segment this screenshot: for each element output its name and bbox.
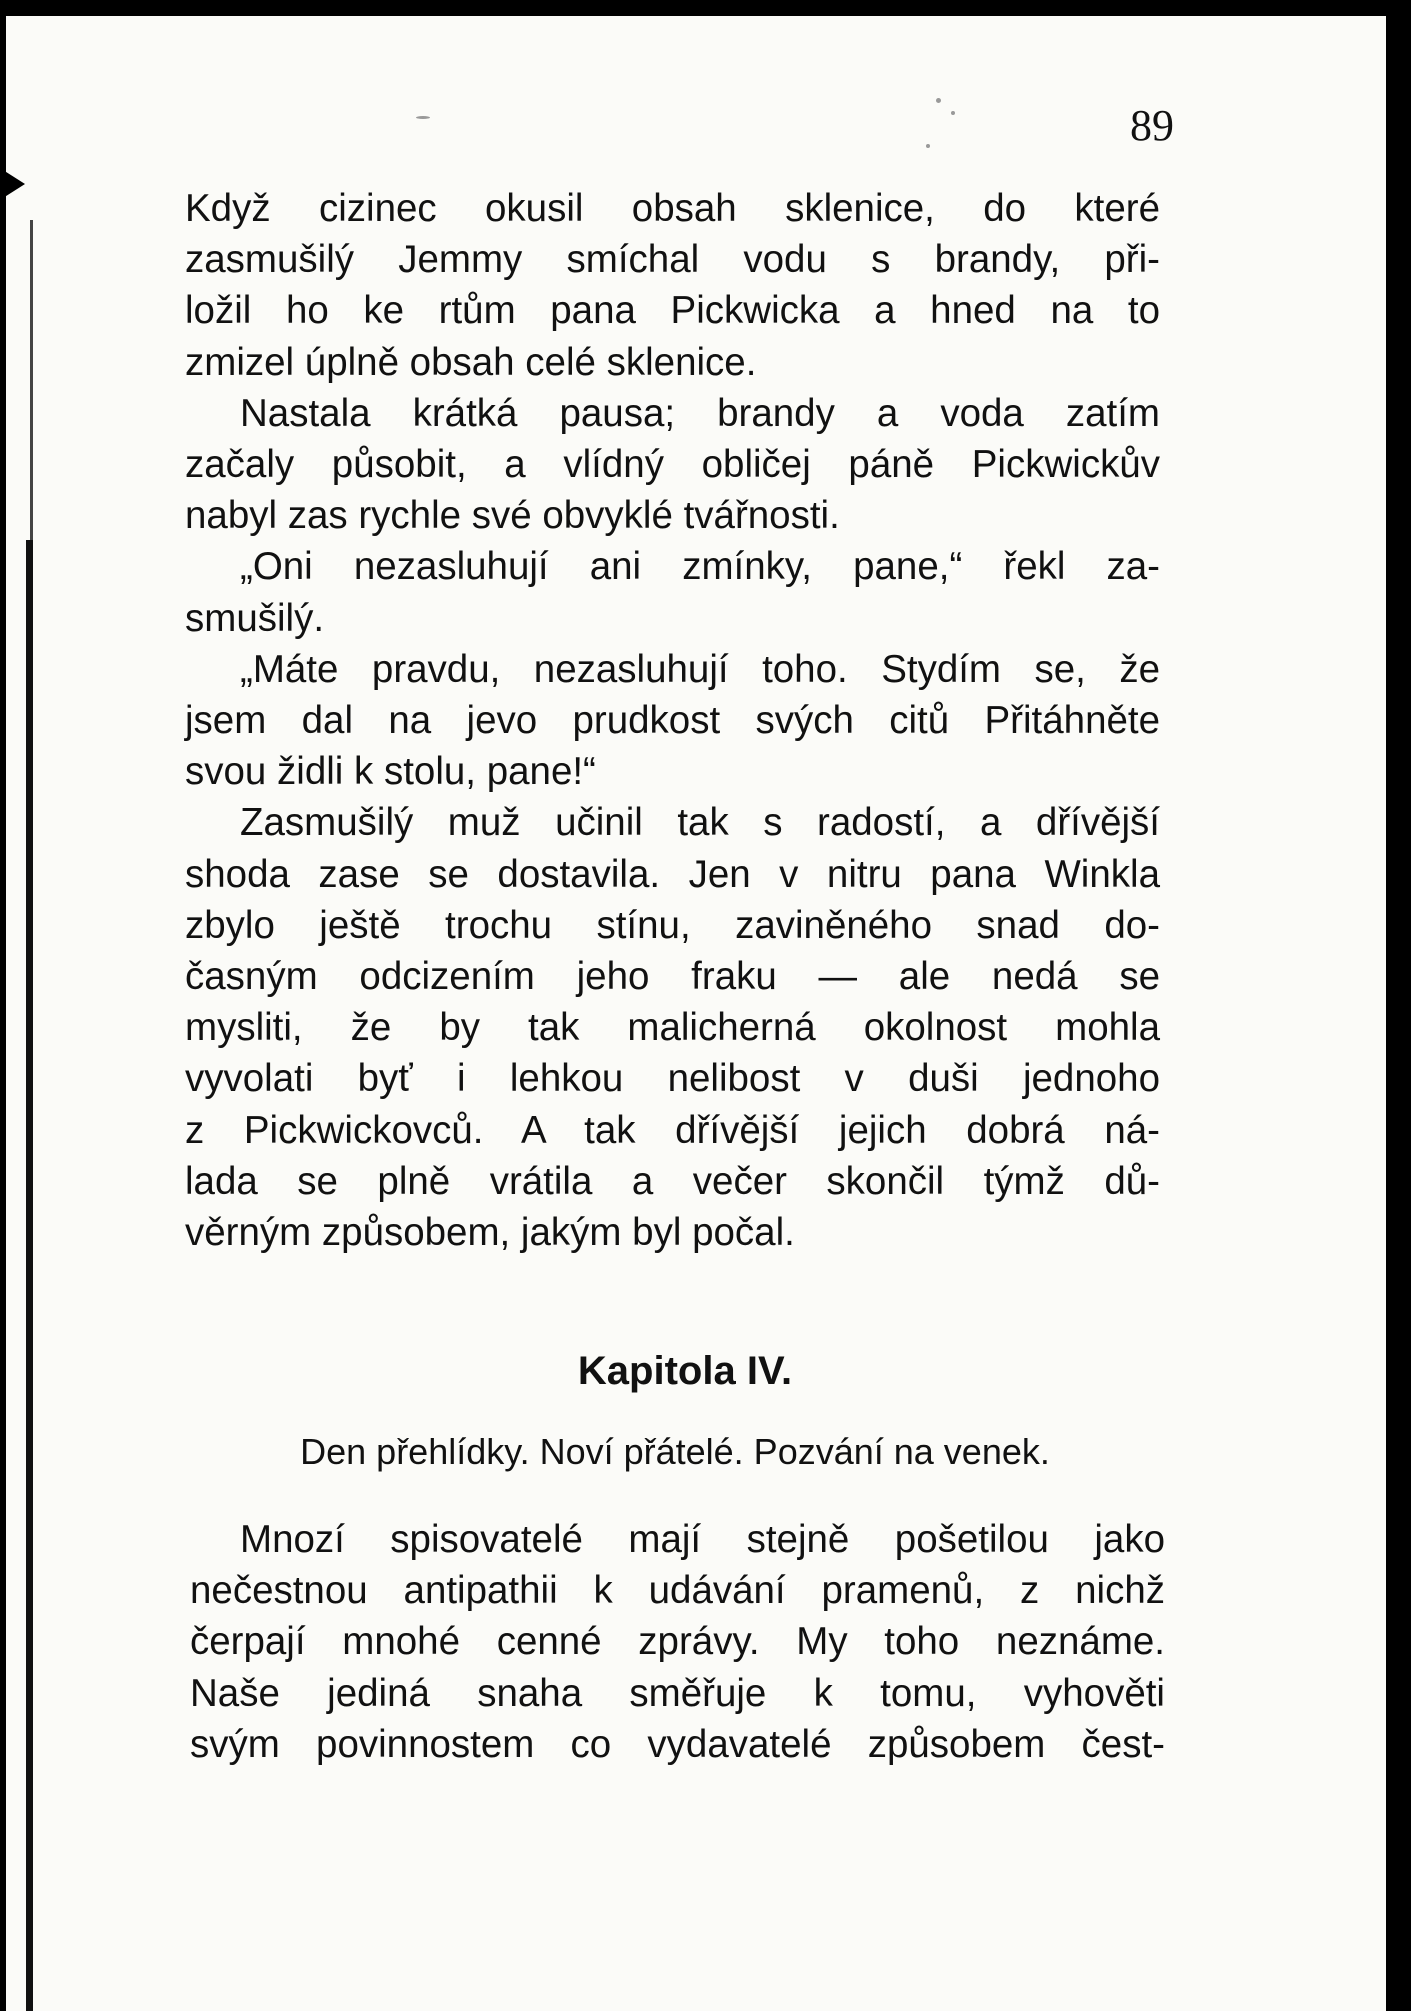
text-line: jsem dal na jevo prudkost svých citů Přitáhněte	[185, 699, 1160, 743]
text-line: zmizel úplně obsah celé sklenice.	[185, 340, 757, 384]
scan-speck	[951, 111, 955, 115]
text-line: „Oni nezasluhují ani zmínky, pane,“ řekl za-	[240, 545, 1160, 589]
text-line: začaly působit, a vlídný obličej páně Pickwickův	[185, 443, 1160, 487]
text-line: čerpají mnohé cenné zprávy. My toho neznáme.	[190, 1620, 1165, 1664]
scan-speck	[926, 144, 930, 148]
text-line: zasmušilý Jemmy smíchal vodu s brandy, při-	[185, 238, 1160, 282]
text-line: svým povinnostem co vydavatelé způsobem čest-	[190, 1722, 1165, 1766]
text-line: věrným způsobem, jakým byl počal.	[185, 1211, 795, 1255]
text-line: smušilý.	[185, 596, 325, 640]
binding-shadow	[30, 220, 33, 550]
text-line: Naše jediná snaha směřuje k tomu, vyhověti	[190, 1671, 1165, 1715]
text-line: ložil ho ke rtům pana Pickwicka a hned na to	[185, 289, 1160, 333]
text-line: „Máte pravdu, nezasluhují toho. Stydím se, že	[240, 647, 1160, 691]
scan-speck	[416, 116, 430, 119]
scan-speck	[936, 98, 941, 103]
body-text-bottom	[190, 1514, 1165, 1770]
chapter-subtitle: Den přehlídky. Noví přátelé. Pozvání na venek.	[300, 1431, 1050, 1472]
text-line: zbylo ještě trochu stínu, zaviněného snad do-	[185, 903, 1160, 947]
text-line: Mnozí spisovatelé mají stejně pošetilou jako	[240, 1518, 1165, 1561]
text-line: lada se plně vrátila a večer skončil týmž dů-	[185, 1159, 1160, 1203]
text-line: svou židli k stolu, pane!“	[185, 750, 596, 794]
body-text-top	[185, 183, 1160, 1258]
text-line: Když cizinec okusil obsah sklenice, do které	[185, 187, 1160, 230]
page-number: 89	[1130, 101, 1174, 150]
text-line: časným odcizením jeho fraku — ale nedá se	[185, 955, 1160, 999]
text-line: Zasmušilý muž učinil tak s radostí, a dřívější	[240, 801, 1160, 845]
binding-edge	[26, 540, 33, 2011]
text-line: nečestnou antipathii k udávání pramenů, z nichž	[190, 1569, 1165, 1613]
margin-mark-icon	[3, 170, 25, 198]
text-line: mysliti, že by tak malicherná okolnost mohla	[185, 1006, 1160, 1050]
text-line: shoda zase se dostavila. Jen v nitru pana Winkla	[185, 852, 1160, 896]
text-line: Nastala krátká pausa; brandy a voda zatím	[240, 391, 1160, 435]
text-line: z Pickwickovců. A tak dřívější jejich dobrá ná-	[185, 1108, 1160, 1152]
text-line: vyvolati byť i lehkou nelibost v duši jednoho	[185, 1057, 1160, 1101]
chapter-title: Kapitola IV.	[577, 1349, 793, 1393]
text-line: nabyl zas rychle své obvyklé tvářnosti.	[185, 494, 840, 538]
